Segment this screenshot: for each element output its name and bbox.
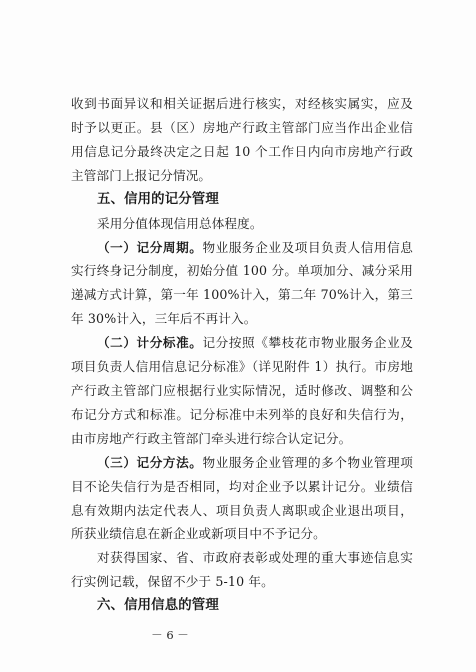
paragraph-intro: 采用分值体现信用总体程度。 <box>97 215 263 231</box>
section-heading-6: 六、信用信息的管理 <box>97 598 219 614</box>
section-heading-5: 五、信用的记分管理 <box>97 191 219 207</box>
paragraph-scoring-standard <box>71 331 413 451</box>
paragraph-text: 记分按照《攀枝花市物业服务企业及项目负责人信用信息记分标准》（详见附件 1）执行。市房地产行政主管部门应根据行业实际情况，适时修改、调整和公布记分方式和标准。记分标准中未列举的良好和失信行为，由市房地产行政主管部门牵头进行综合认定记分。 <box>71 335 413 446</box>
paragraph-lead: （三）记分方法。 <box>97 454 203 470</box>
paragraph-scoring-period <box>71 236 413 332</box>
paragraph-continuation: 收到书面异议和相关证据后进行核实，对经核实属实，应及时予以更正。县（区）房地产行政主管部门应当作出企业信用信息记分最终决定之日起 10 个工作日内向市房地产行政主管部门上报记分情况。 <box>71 96 413 183</box>
page-number: － 6 － <box>151 628 189 642</box>
paragraph-lead: （一）记分周期。 <box>97 239 203 255</box>
paragraph-honors: 对获得国家、省、市政府表彰或处理的重大事迹信息实行实例记载，保留不少于 5-10 年。 <box>71 550 413 590</box>
paragraph-text: 物业服务企业及项目负责人信用信息实行终身记分制度，初始分值 100 分。单项加分、减分采用递减方式计算，第一年 100%计入，第二年 70%计入，第三年 30%计入，三年后不再计入。 <box>71 239 413 327</box>
paragraph-text: 物业服务企业管理的多个物业管理项目不论失信行为是否相同，均对企业予以累计记分。业绩信息有效期内法定代表人、项目负责人离职或企业退出项目，所获业绩信息在新企业或新项目中不予记分。 <box>71 454 413 542</box>
paragraph-lead: （二）计分标准。 <box>97 335 203 351</box>
paragraph-scoring-method <box>71 451 413 547</box>
document-body <box>71 92 413 618</box>
